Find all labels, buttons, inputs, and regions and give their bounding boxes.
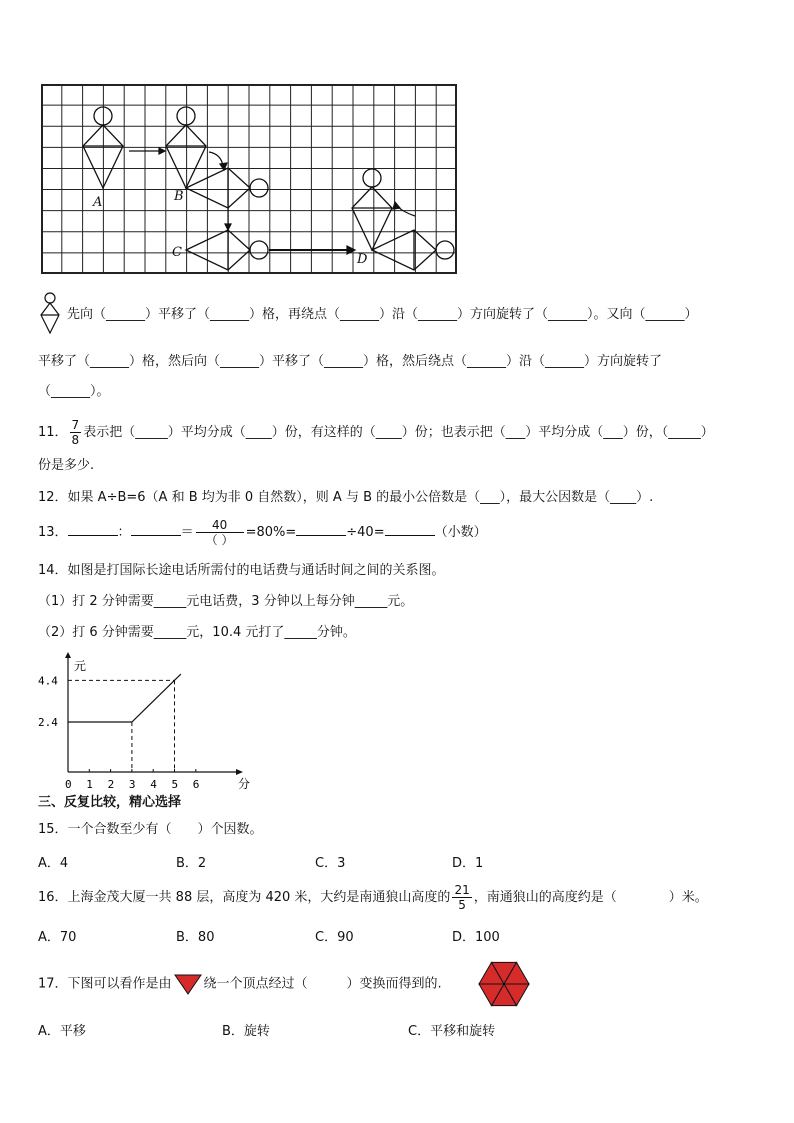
q17-text-before: 17．下图可以看作是由 [38,976,172,992]
q16-option-b[interactable]: B．80 [176,930,215,945]
y-axis-arrow [65,652,71,658]
q17-option-a[interactable]: A．平移 [38,1024,86,1039]
x-tick-label: 0 [65,778,72,791]
q13-div: ÷40= [346,525,385,540]
q16-option-c[interactable]: C．90 [315,930,354,945]
q13-eq1: ＝ [180,525,194,540]
y-axis-label: 元 [74,659,87,673]
y-tick-label: 2.4 [38,716,58,729]
q15-option-c[interactable]: C．3 [315,856,346,871]
q13-blank-1[interactable] [68,521,118,536]
q13-mid: =80%= [245,525,297,540]
x-tick-label: 1 [86,778,93,791]
x-tick-label: 5 [171,778,179,791]
q10-line1: 先向（______）平移了（______）格，再绕点（______）沿（______）方向旋转了（______）。又向（______） [67,307,698,322]
transformation-grid-figure [41,84,457,274]
x-tick-label: 3 [128,778,136,791]
q11-number: 11． [38,425,68,440]
x-tick-label: 2 [107,778,115,791]
q12: 12．如果 A÷B=6（A 和 B 均为非 0 自然数），则 A 与 B 的最小公倍数是（___），最大公因数是（____）. [38,490,654,505]
q15: 15．一个合数至少有（ ）个因数。 [38,822,263,837]
q13-blank-4[interactable] [385,521,435,536]
q13-fraction: $\frac{40}{( )}$ [196,518,244,547]
q15-option-d[interactable]: D．1 [452,856,484,871]
q11-line2: 份是多少. [38,458,95,473]
phone-fee-chart [38,650,251,795]
red-hexagon-icon [476,958,532,1010]
q14-part2: （2）打 6 分钟需要_____元，10.4 元打了_____分钟。 [38,625,356,640]
q13-colon: ： [117,525,131,540]
label-b: B [174,189,184,204]
x-tick-label: 4 [150,778,157,791]
q11-text: 表示把（_____）平均分成（____）份，有这样的（____）份；也表示把（___）平均分成（___）份，（_____） [83,425,714,440]
q16-fraction: $\frac{21}{5}$ [454,883,470,912]
small-kite-icon [38,291,62,337]
q10-line3: （______）。 [38,384,110,399]
q11 [38,418,714,447]
q16 [38,879,708,917]
q13 [38,514,487,552]
y-tick-label: 4.4 [38,674,58,688]
x-tick-label: 6 [192,778,200,791]
label-a: A [93,195,103,210]
x-axis-arrow [236,769,243,775]
q15-option-a[interactable]: A．4 [38,856,69,871]
q10-line2: 平移了（______）格，然后向（______）平移了（______）格，然后绕点（______）沿（______）方向旋转了 [38,354,663,369]
q13-number: 13． [38,525,68,540]
q17-text-after: 绕一个顶点经过（ ）变换而得到的. [203,976,442,992]
x-axis-label: 分 [238,777,251,791]
fee-line [68,674,181,722]
q16-text-before: 16．上海金茂大厦一共 88 层，高度为 420 米，大约是南通狼山高度的 [38,890,451,905]
grid-lines [41,84,457,274]
q13-suffix: （小数） [434,525,487,540]
q16-option-d[interactable]: D．100 [452,930,500,945]
q13-blank-3[interactable] [296,521,346,536]
q16-option-a[interactable]: A．70 [38,930,77,945]
figure-c [186,230,268,270]
section3-title: 三、反复比较，精心选择 [38,795,182,810]
q15-option-b[interactable]: B．2 [176,856,207,871]
q16-text-after: ，南通狼山的高度约是（ ）米。 [473,890,708,905]
q17-option-c[interactable]: C．平移和旋转 [408,1024,496,1039]
q13-blank-2[interactable] [131,521,181,536]
label-c: C [172,245,182,260]
red-triangle-icon [174,973,202,995]
q11-fraction: $\frac{7}{8}$ [71,418,80,447]
q17-option-b[interactable]: B．旋转 [222,1024,270,1039]
q17 [38,973,442,995]
q14-part1: （1）打 2 分钟需要_____元电话费，3 分钟以上每分钟_____元。 [38,594,414,609]
q14-title: 14．如图是打国际长途电话所需付的电话费与通话时间之间的关系图。 [38,563,445,578]
label-d: D [357,252,368,267]
